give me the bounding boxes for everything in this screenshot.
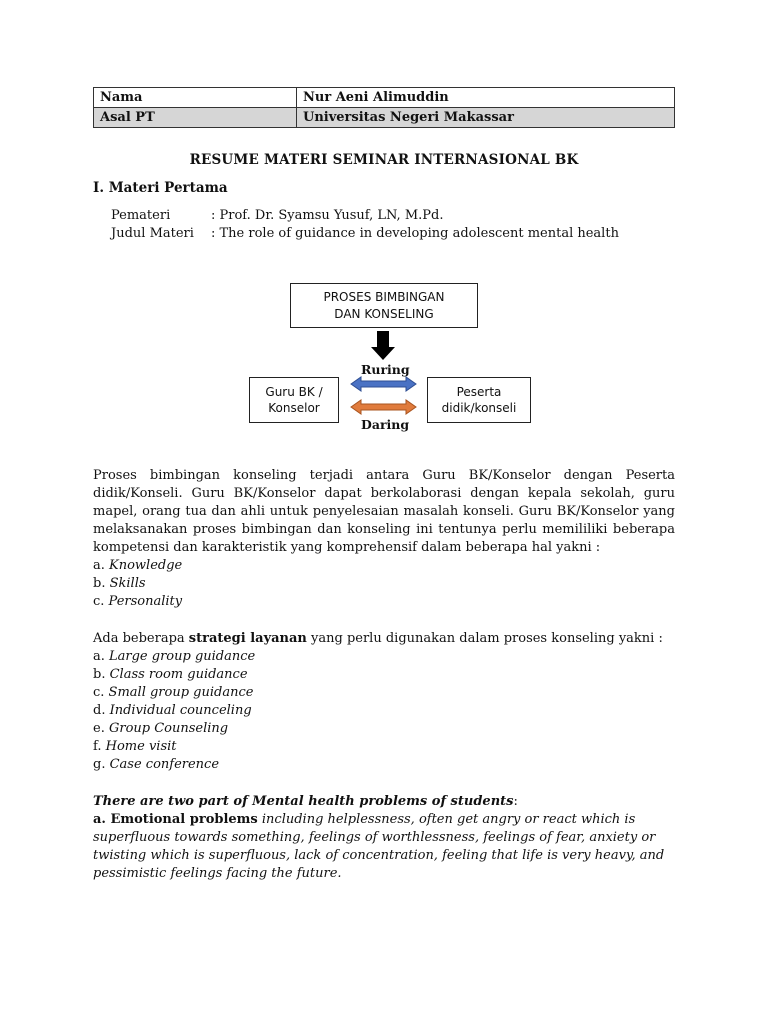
list-text: Personality [108, 594, 183, 609]
list-prefix: f. [93, 739, 106, 754]
daring-label: Daring [361, 417, 410, 432]
process-box [290, 283, 478, 328]
table-cell-value: Nur Aeni Alimuddin [297, 88, 675, 108]
list-item [93, 593, 182, 611]
emotional-problems-text: including helplessness, often get angry or react which is superfluous towards something, feelings of worthlessness, feelings of fear, anxiety or twisting which is superfluous, lack of concentration, feeling that life is very heavy, and pessimistic feelings facing the future. [93, 812, 665, 881]
judul-value: : The role of guidance in developing adolescent mental health [211, 226, 619, 241]
list-prefix: c. [93, 594, 109, 609]
paragraph-collaboration: Proses bimbingan konseling terjadi antara Guru BK/Konselor dengan Peserta didik/Konseli. Guru BK/Konselor dapat berkolaborasi dengan kepala sekolah, guru mapel, orang tua dan ahli untuk penyelesaian masalah konseli. Guru BK/Konselor yang melaksanakan proses bimbingan dan konseling ini tentunya perlu memililiki beberapa kompetensi dan karakteristik yang komprehensif dalam beberapa hal yakni : [93, 468, 675, 555]
strategy-intro-bold: strategi layanan [188, 631, 307, 646]
list-prefix: e. [93, 721, 109, 736]
table-cell-key: Asal PT [94, 108, 297, 128]
strategy-intro-after: yang perlu digunakan dalam proses konseling yakni : [306, 631, 663, 646]
list-item [93, 702, 252, 720]
mental-health-heading [93, 793, 518, 811]
list-item [93, 648, 255, 666]
document-title: RESUME MATERI SEMINAR INTERNASIONAL BK [189, 152, 579, 168]
list-item [93, 756, 219, 774]
list-text: Individual counceling [109, 703, 252, 718]
strategy-intro [93, 630, 663, 648]
list-prefix: a. [93, 558, 110, 573]
list-text: Home visit [105, 739, 177, 754]
list-item [93, 575, 146, 593]
list-prefix: b. [93, 576, 110, 591]
down-arrow-icon [371, 331, 395, 360]
process-box-line2: DAN KONSELING [334, 306, 434, 321]
list-item [93, 684, 253, 702]
process-box-line1: PROSES BIMBINGAN [323, 290, 445, 305]
list-prefix: b. [93, 667, 110, 682]
student-box [427, 377, 531, 423]
student-box-line1: Peserta [456, 384, 502, 399]
section-heading: I. Materi Pertama [93, 180, 228, 196]
list-prefix: a. [93, 649, 110, 664]
list-text: Small group guidance [108, 685, 254, 700]
strategy-intro-before: Ada beberapa [93, 631, 189, 646]
list-text: Group Counseling [108, 721, 229, 736]
mental-health-heading-text: There are two part of Mental health problems of students [93, 794, 514, 809]
list-item [93, 666, 248, 684]
table-cell-value: Universitas Negeri Makassar [297, 108, 675, 128]
daring-double-arrow-icon [351, 400, 416, 414]
list-text: Class room guidance [109, 667, 248, 682]
list-text: Knowledge [109, 558, 183, 573]
list-prefix: d. [93, 703, 110, 718]
student-box-line2: didik/konseli [441, 401, 517, 415]
pemateri-label: Pemateri [111, 208, 171, 223]
list-text: Skills [109, 576, 146, 591]
counselor-box-line2: Konselor [268, 401, 320, 415]
list-text: Case conference [109, 757, 220, 772]
list-prefix: c. [93, 685, 109, 700]
counselor-box [249, 377, 339, 423]
table-cell-key: Nama [94, 88, 297, 108]
list-item [93, 720, 228, 738]
pemateri-value: : Prof. Dr. Syamsu Yusuf, LN, M.Pd. [211, 208, 444, 223]
emotional-problems-paragraph [93, 811, 683, 883]
emotional-problems-label: a. Emotional problems [93, 812, 258, 827]
list-item [93, 557, 182, 575]
judul-label: Judul Materi [111, 226, 194, 241]
counselor-box-line1: Guru BK / [265, 384, 323, 399]
list-item [93, 738, 177, 756]
ruring-double-arrow-icon [351, 377, 416, 391]
list-prefix: g. [93, 757, 110, 772]
mental-health-heading-suffix: : [513, 794, 518, 809]
ruring-label: Ruring [361, 362, 410, 377]
list-text: Large group guidance [109, 649, 256, 664]
